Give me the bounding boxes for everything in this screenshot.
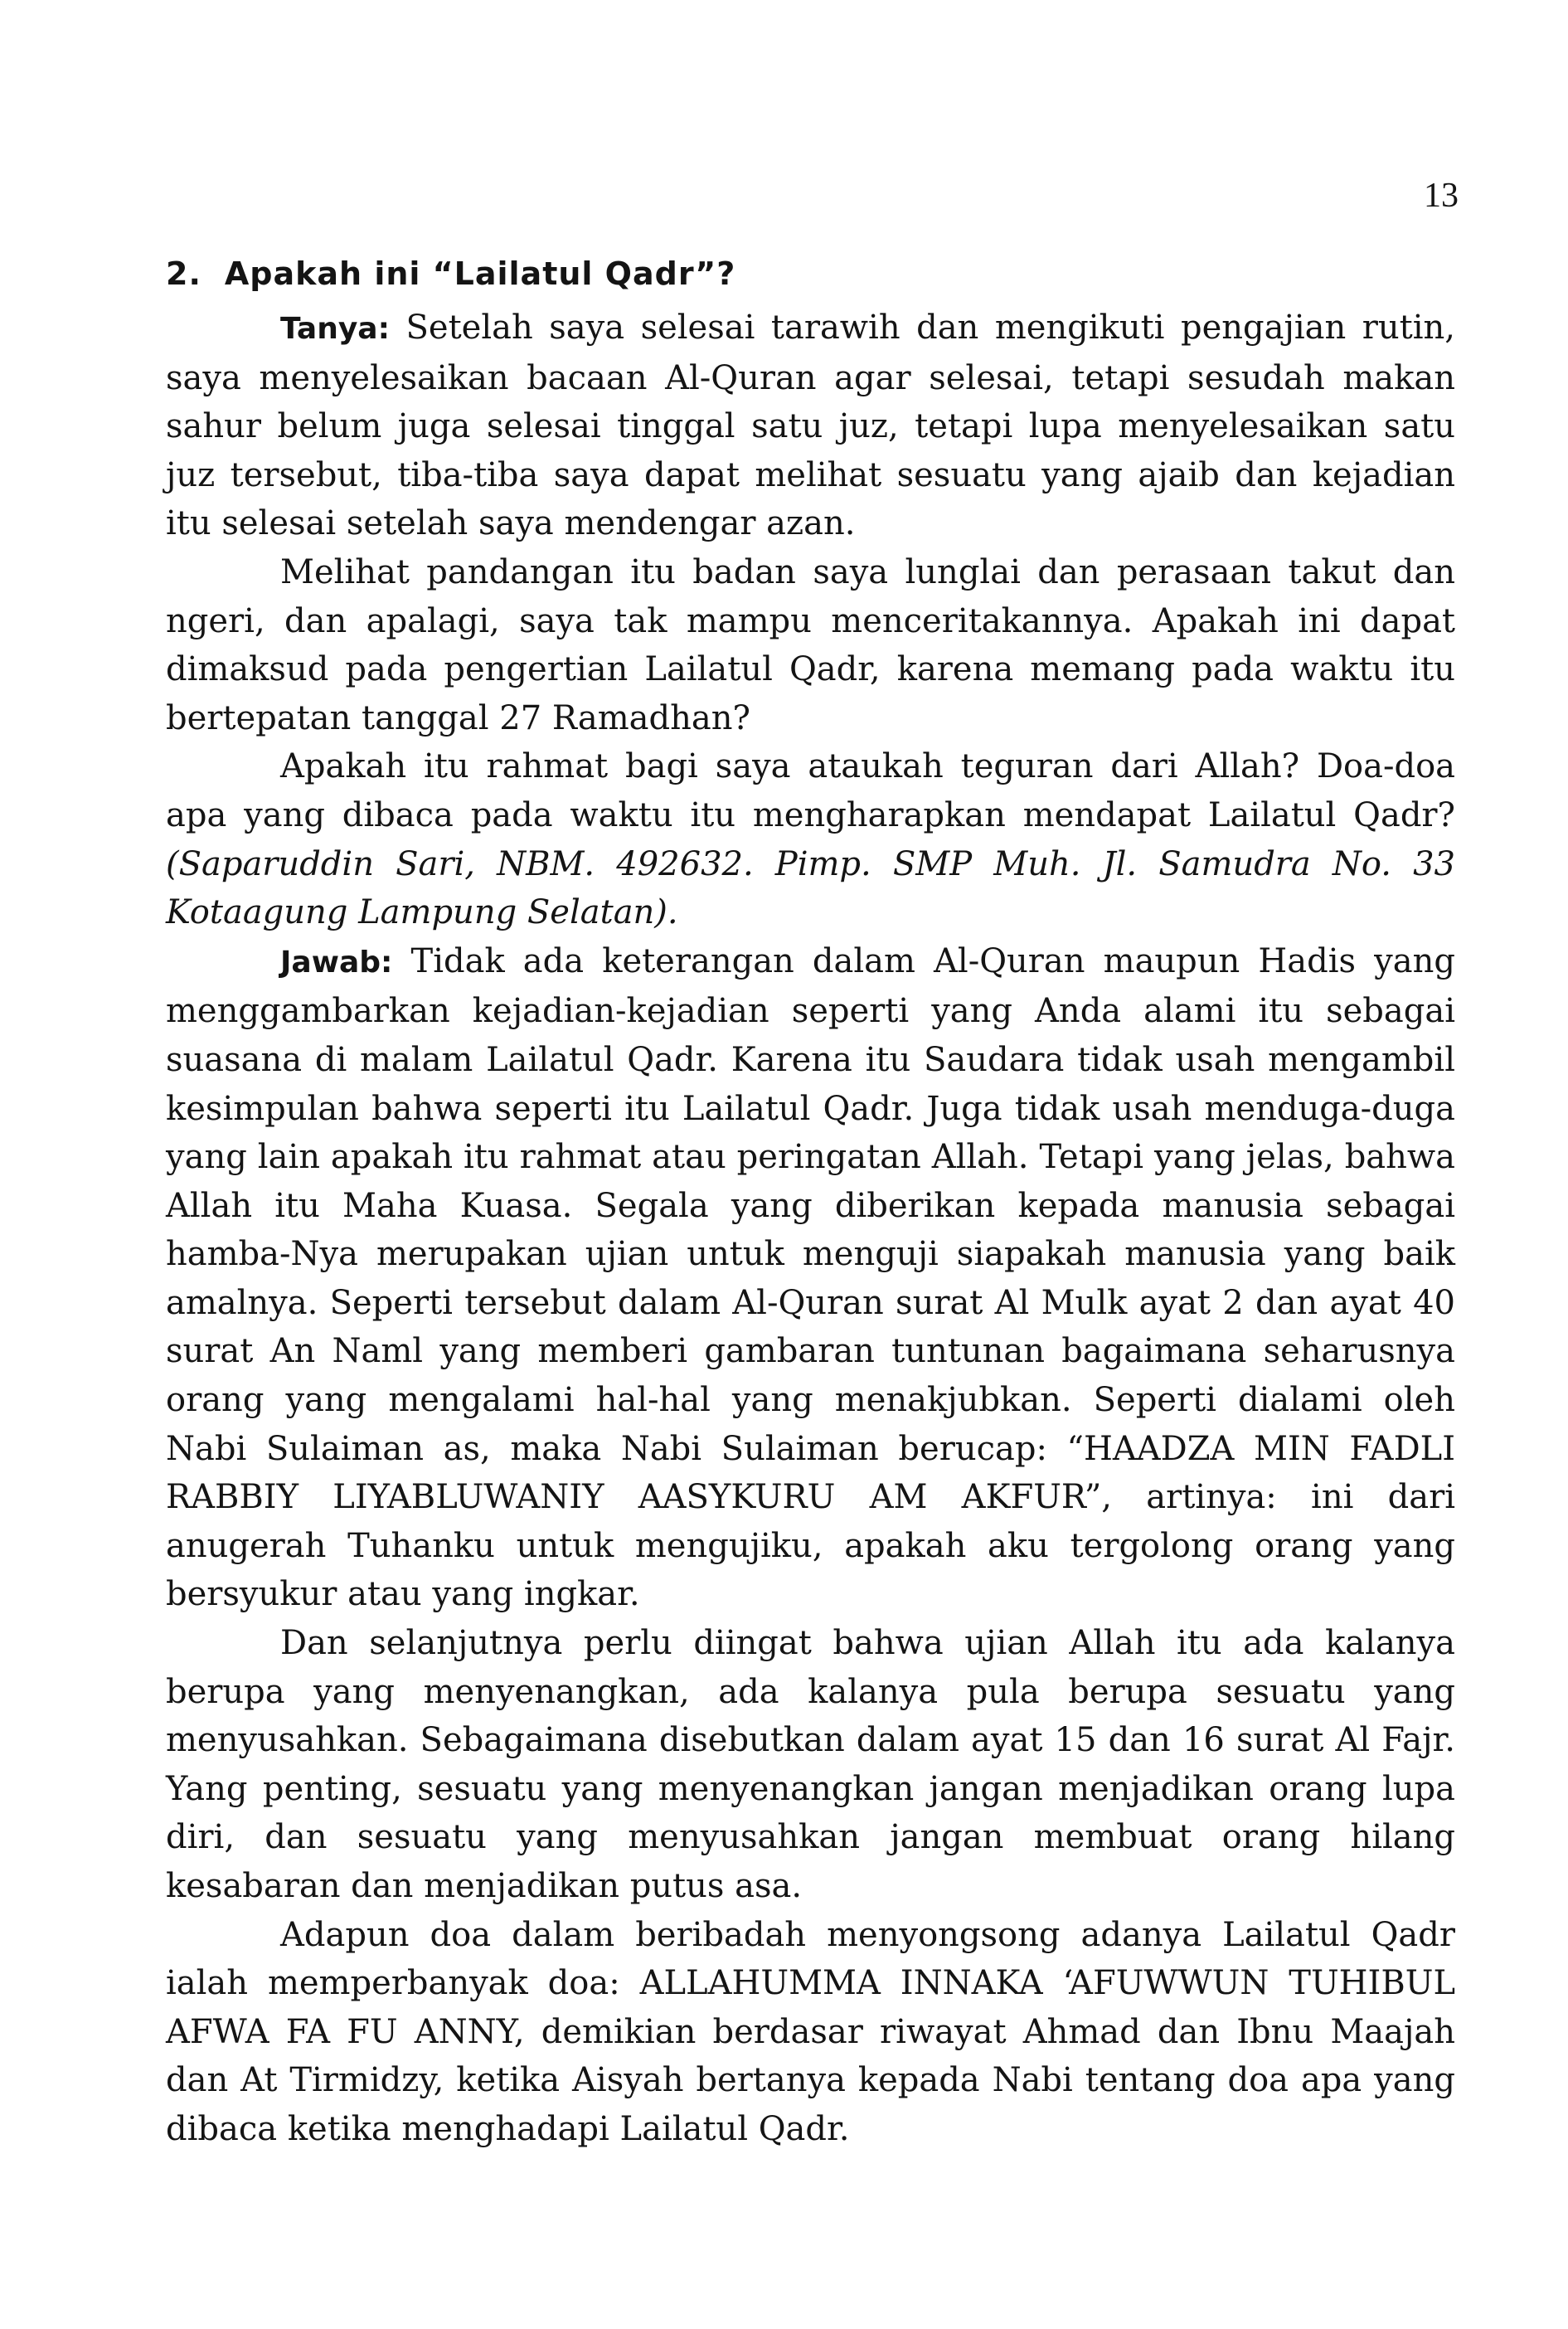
answer-paragraph-2: Dan selanjutnya perlu diingat bahwa ujian Allah itu ada kalanya berupa yang menyenangkan, ada kalanya pula berupa sesuatu yang menyusahkan. Sebagaimana disebutkan dalam ayat 15 dan 16 surat Al Fajr. Yang penting, sesuatu yang menyenangkan jangan menjadikan orang lupa diri, dan sesuatu yang menyusahkan jangan membuat orang hilang kesabaran dan menjadikan putus asa. xyxy=(166,1624,1455,1905)
section-title: Apakah ini “Lailatul Qadr”? xyxy=(224,255,736,292)
answer-label: Jawab: xyxy=(280,945,393,980)
section-number: 2. xyxy=(166,255,201,292)
page-number: 13 xyxy=(1424,177,1459,215)
answer-paragraph-3: Adapun doa dalam beribadah menyongsong adanya Lailatul Qadr ialah memperbanyak doa: ALLAHUMMA INNAKA ‘AFUWWUN TUHIBUL AFWA FA FU ANNY, demikian berdasar riwayat Ahmad dan Ibnu Maajah dan At Tirmidzy, ketika Aisyah bertanya kepada Nabi tentang doa apa yang dibaca ketika menghadapi Lailatul Qadr. xyxy=(166,1915,1455,2148)
question-paragraph-2: Melihat pandangan itu badan saya lunglai dan perasaan takut dan ngeri, dan apalagi, saya tak mampu menceritakannya. Apakah ini dapat dimaksud pada pengertian Lailatul Qadr, karena memang pada waktu itu bertepatan tanggal 27 Ramadhan? xyxy=(166,552,1455,737)
question-sender: (Saparuddin Sari, NBM. 492632. Pimp. SMP Muh. Jl. Samudra No. 33 Kotaagung Lampung Selatan). xyxy=(166,844,1455,932)
article-body xyxy=(166,250,1455,2154)
question-label: Tanya: xyxy=(280,312,390,346)
answer-text-1: Tidak ada keterangan dalam Al-Quran maupun Hadis yang menggambarkan kejadian-kejadian seperti yang Anda alami itu sebagai suasana di malam Lailatul Qadr. Karena itu Saudara tidak usah mengambil kesimpulan bahwa seperti itu Lailatul Qadr. Juga tidak usah menduga-duga yang lain apakah itu rahmat atau peringatan Allah. Tetapi yang jelas, bahwa Allah itu Maha Kuasa. Segala yang diberikan kepada manusia sebagai hamba-Nya merupakan ujian untuk menguji siapakah manusia yang baik amalnya. Seperti tersebut dalam Al-Quran surat Al Mulk ayat 2 dan ayat 40 surat An Naml yang memberi gambaran tuntunan bagaimana seharusnya orang yang mengalami hal-hal yang menakjubkan. Seperti dialami oleh Nabi Sulaiman as, maka Nabi Sulaiman berucap: “HAADZA MIN FADLI RABBIY LIYABLUWANIY AASYKURU AM AKFUR”, artinya: ini dari anugerah Tuhanku untuk mengujiku, apakah aku tergolong orang yang bersyukur atau yang ingkar. xyxy=(166,941,1455,1614)
section-heading xyxy=(166,250,1455,297)
question-paragraph-3 xyxy=(166,742,1455,936)
question-text-1: Setelah saya selesai tarawih dan mengikuti pengajian rutin, saya menyelesaikan bacaan Al-Quran agar selesai, tetapi sesudah makan sahur belum juga selesai tinggal satu juz, tetapi lupa menyelesaikan satu juz tersebut, tiba-tiba saya dapat melihat sesuatu yang ajaib dan kejadian itu selesai setelah saya mendengar azan. xyxy=(166,309,1455,543)
question-paragraph-1 xyxy=(166,304,1455,548)
question-text-3: Apakah itu rahmat bagi saya ataukah teguran dari Allah? Doa-doa apa yang dibaca pada waktu itu mengharapkan mendapat Lailatul Qadr? xyxy=(166,747,1455,834)
answer-paragraph-1 xyxy=(166,937,1455,1619)
